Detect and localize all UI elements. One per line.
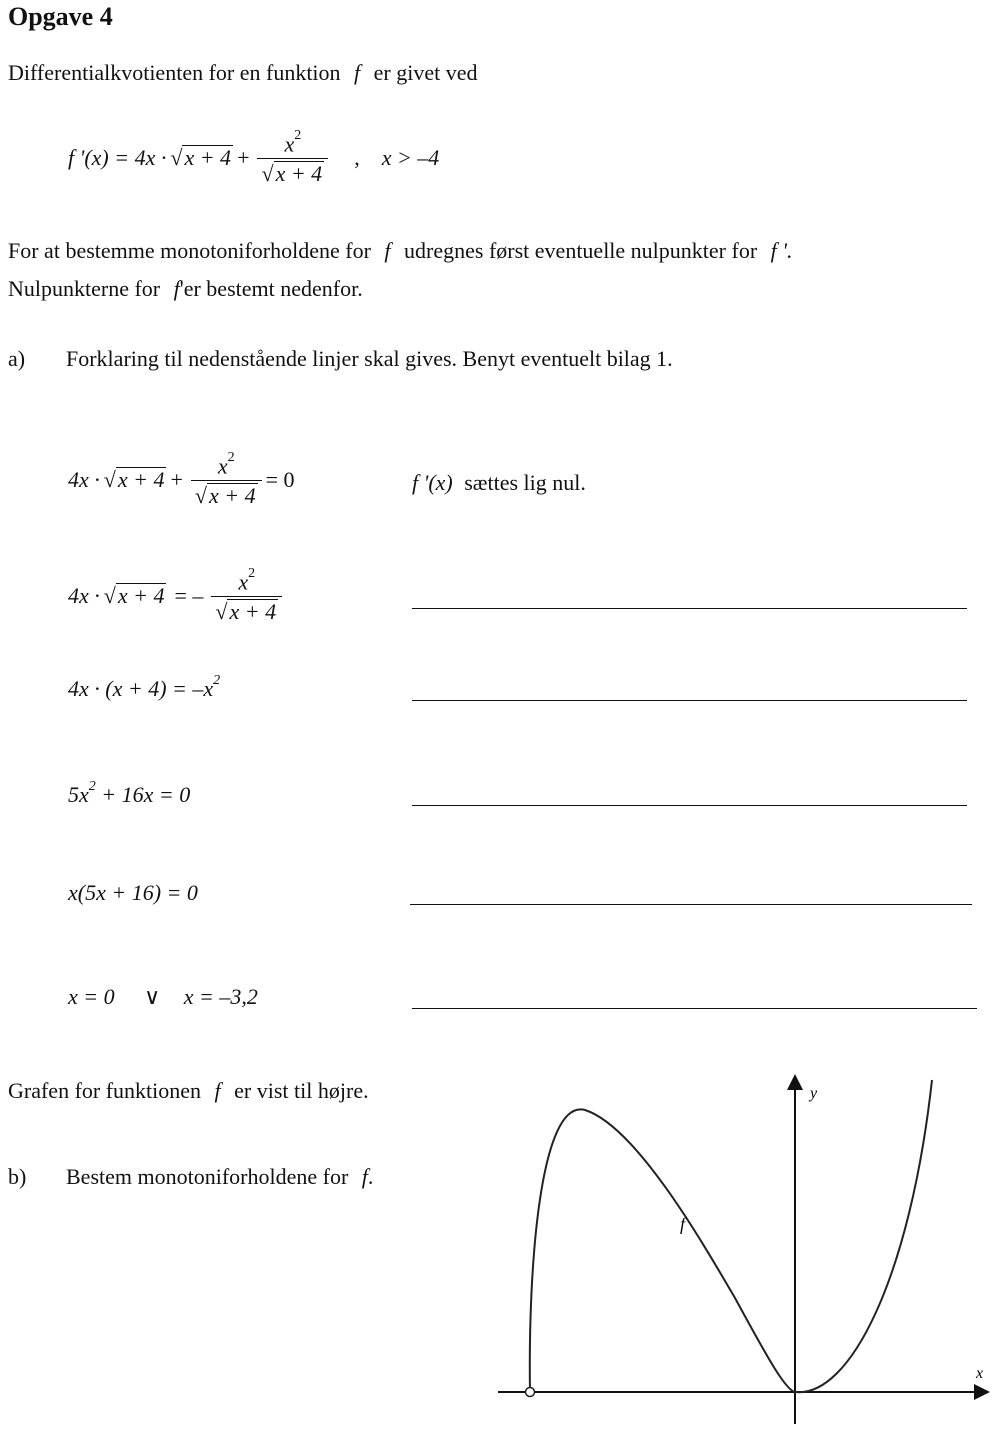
part-a-text: Forklaring til nedenstående linjer skal gives. Benyt eventuelt bilag 1. xyxy=(66,346,673,371)
function-graph xyxy=(490,1068,995,1428)
derivative-formula: f '(x) = 4x · √x + 4 + $\frac{x^2}{√x + 4}$ , x > –4 xyxy=(68,128,440,187)
y-axis-label: y xyxy=(810,1085,818,1102)
paragraph-1: For at bestemme monotoniforholdene for f udregnes først eventuelle nulpunkter for f '. xyxy=(8,238,793,263)
answer-line-6[interactable] xyxy=(412,1008,977,1009)
part-a-label: a) xyxy=(8,346,26,371)
sqrt-term: √x + 4 xyxy=(170,144,232,170)
step-5-equation: x(5x + 16) = 0 xyxy=(68,880,198,905)
step-3-equation: $4x \cdot (x + 4) = -x^2$ xyxy=(68,672,221,701)
x-axis-arrow-icon xyxy=(974,1384,990,1400)
y-axis-arrow-icon xyxy=(787,1074,803,1090)
step-1-equation: 4x · √x + 4 + $\frac{x^2}{√x + 4}$ = 0 xyxy=(68,450,295,509)
fraction-term: $\frac{x^2}{√x + 4}$ xyxy=(257,128,328,187)
x-axis-label: x xyxy=(976,1365,984,1382)
part-b-text: Bestem monotoniforholdene for f. xyxy=(66,1164,374,1189)
answer-line-2[interactable] xyxy=(412,608,967,609)
open-endpoint xyxy=(526,1388,535,1397)
answer-line-3[interactable] xyxy=(412,700,967,701)
step-1-explanation: f '(x) sættes lig nul. xyxy=(412,470,586,495)
step-6-equation: x = 0 ∨ x = –3,2 xyxy=(68,984,258,1009)
graph-intro: Grafen for funktionen f er vist til højre. xyxy=(8,1078,369,1103)
step-4-equation: $5x^2 + 16x = 0$ xyxy=(68,778,191,807)
part-b-label: b) xyxy=(8,1164,27,1189)
curve-label: f xyxy=(680,1214,686,1234)
answer-line-4[interactable] xyxy=(412,805,967,806)
intro-line: Differentialkvotienten for en funktion f er givet ved xyxy=(8,60,478,85)
function-curve xyxy=(530,1080,932,1392)
paragraph-2: Nulpunkterne for f'er bestemt nedenfor. xyxy=(8,276,363,301)
step-2-equation: 4x · √x + 4 = – $\frac{x^2}{√x + 4}$ xyxy=(68,566,286,625)
page-title: Opgave 4 xyxy=(8,2,113,31)
answer-line-5[interactable] xyxy=(410,904,972,905)
